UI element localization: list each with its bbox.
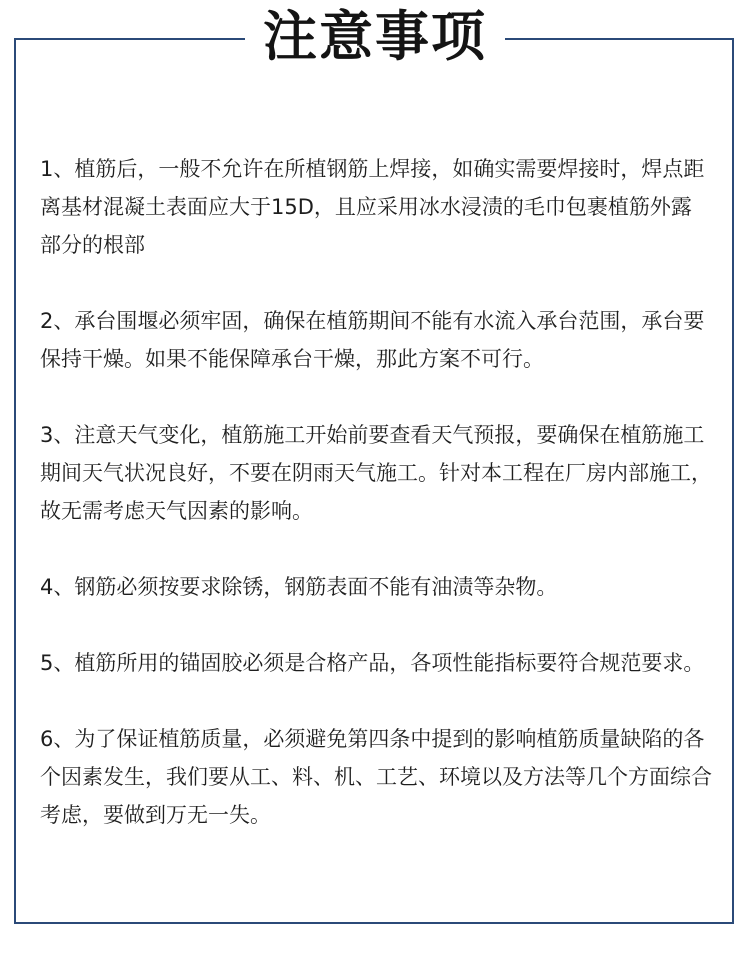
note-item-4: 4、钢筋必须按要求除锈，钢筋表面不能有油渍等杂物。 — [40, 575, 558, 599]
title-bar — [0, 0, 750, 78]
note-item-3: 3、注意天气变化，植筋施工开始前要查看天气预报，要确保在植筋施工期间天气状况良好，不要在阴雨天气施工。针对本工程在厂房内部施工，故无需考虑天气因素的影响。 — [40, 423, 712, 523]
note-item-5: 5、植筋所用的锚固胶必须是合格产品，各项性能指标要符合规范要求。 — [40, 651, 705, 675]
note-item-6: 6、为了保证植筋质量，必须避免第四条中提到的影响植筋质量缺陷的各个因素发生，我们要从工、料、机、工艺、环境以及方法等几个方面综合考虑，要做到万无一失。 — [40, 727, 712, 827]
notes-list — [40, 150, 712, 834]
note-item-2: 2、承台围堰必须牢固，确保在植筋期间不能有水流入承台范围，承台要保持干燥。如果不能保障承台干燥，那此方案不可行。 — [40, 309, 705, 371]
page-title: 注意事项 — [245, 0, 505, 74]
note-item-1: 1、植筋后，一般不允许在所植钢筋上焊接，如确实需要焊接时，焊点距离基材混凝土表面应大于15D，且应采用冰水浸渍的毛巾包裹植筋外露部分的根部 — [40, 157, 705, 257]
